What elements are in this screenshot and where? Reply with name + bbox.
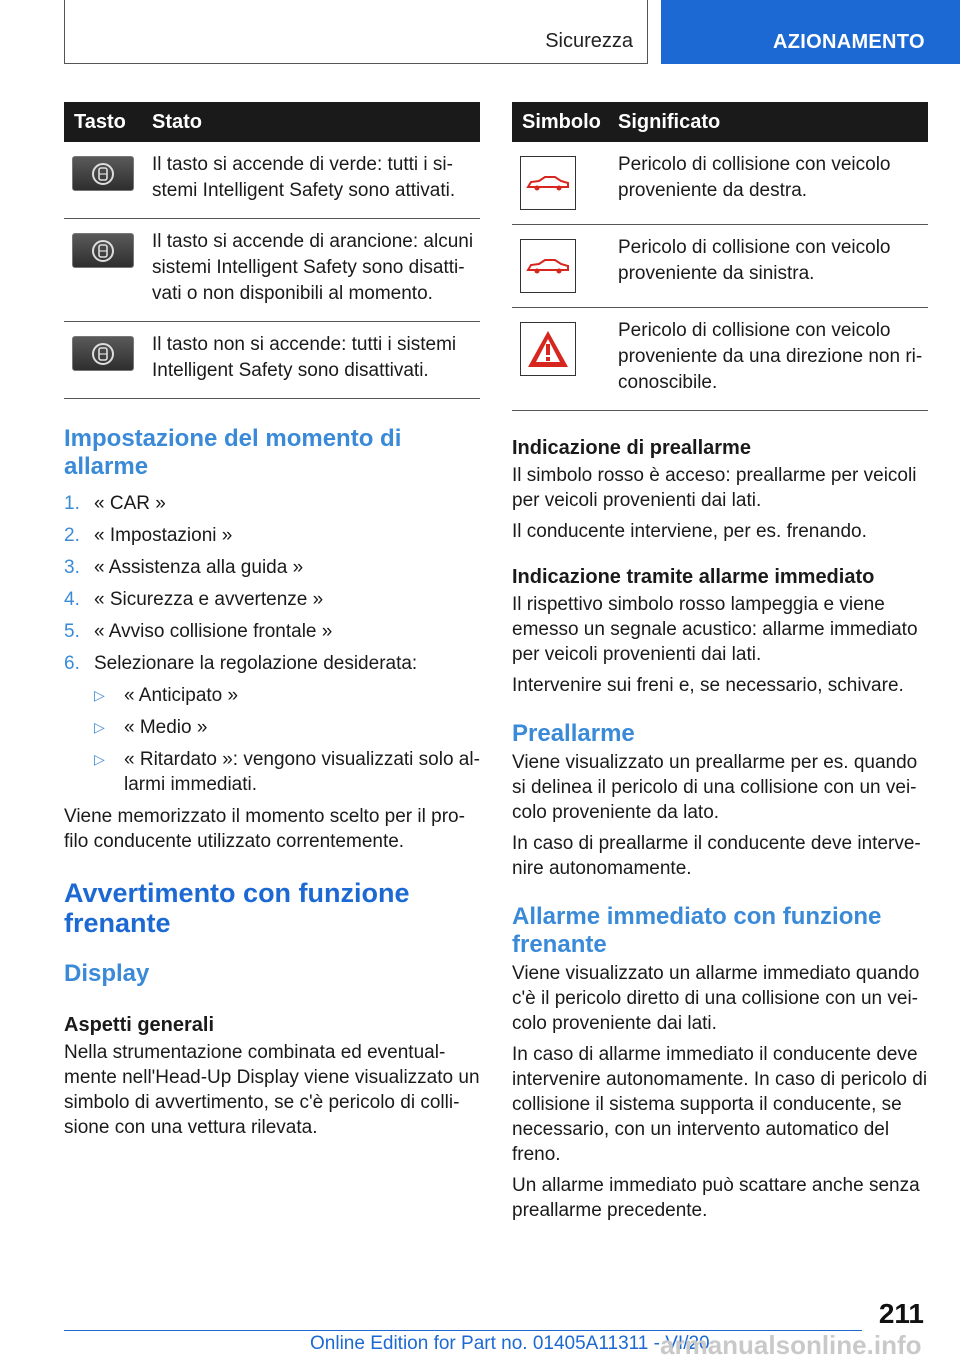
list-item: 3. « Assistenza alla guida » <box>64 557 304 578</box>
paragraph-prealarm-a: Viene visualizzato un preallarme per es. quando si delinea il pericolo di una collisione con un vei-colo proveniente da lato. <box>512 752 918 823</box>
triangle-bullet-icon: ▷ <box>94 719 105 735</box>
intelligent-safety-key-icon <box>72 233 134 268</box>
list-item: ▷ « Anticipato » <box>94 685 239 706</box>
table-header-symbol: Simbolo <box>512 102 608 142</box>
status-text: Il tasto si accende di verde: tutti i si-stemi Intelligent Safety sono attivati. <box>142 142 480 219</box>
meaning-text: Pericolo di collisione con veicolo proveniente da destra. <box>608 142 928 225</box>
paragraph-general: Nella strumentazione combinata ed eventual-mente nell'Head-Up Display viene visualizzato un simbolo di avvertimento, se c'è pericolo di colli-sione con una vettura rilevata. <box>64 1042 480 1138</box>
header-chapter-title: AZIONAMENTO <box>773 31 925 53</box>
triangle-bullet-icon: ▷ <box>94 687 105 703</box>
heading-prealarm: Preallarme <box>512 720 635 747</box>
paragraph-memo: Viene memorizzato il momento scelto per il pro-filo conducente utilizzato correntemente. <box>64 806 465 852</box>
car-collision-left-icon <box>520 239 576 293</box>
page-number: 211 <box>878 1298 924 1329</box>
heading-immediate-indication: Indicazione tramite allarme immediato <box>512 566 875 588</box>
car-collision-right-icon <box>520 156 576 210</box>
symbol-meaning-table <box>512 102 928 411</box>
list-item: 4. « Sicurezza e avvertenze » <box>64 589 324 610</box>
left-column <box>64 102 480 1140</box>
heading-display: Display <box>64 960 150 987</box>
right-column <box>512 102 928 1223</box>
table-row <box>512 308 928 411</box>
heading-warning-braking: Avvertimento con funzione frenante <box>64 878 410 938</box>
watermark: armanualsonline.info <box>660 1330 922 1360</box>
meaning-text: Pericolo di collisione con veicolo proveniente da una direzione non ri-conoscibile. <box>608 308 928 411</box>
warning-triangle-icon <box>520 322 576 376</box>
header-section-box <box>64 0 648 64</box>
table-header-meaning: Significato <box>608 102 928 142</box>
heading-prealarm-indication: Indicazione di preallarme <box>512 437 751 459</box>
table-header-key: Tasto <box>64 102 142 142</box>
triangle-bullet-icon: ▷ <box>94 751 105 767</box>
sub-steps-list <box>64 683 480 797</box>
meaning-text: Pericolo di collisione con veicolo proveniente da sinistra. <box>608 225 928 308</box>
paragraph-prealarm-2: Il conducente interviene, per es. frenando. <box>512 521 867 542</box>
table-row <box>512 142 928 225</box>
status-text: Il tasto si accende di arancione: alcuni sistemi Intelligent Safety sono disatti-vati o non disponibili al momento. <box>142 219 480 322</box>
intelligent-safety-key-icon <box>72 336 134 371</box>
key-status-table <box>64 102 480 399</box>
paragraph-immediate-b: In caso di allarme immediato il conducente deve intervenire autonomamente. In caso di pericolo di collisione il sistema supporta il conducente, se necessario, con un intervento automatico del freno. <box>512 1044 928 1165</box>
paragraph-immediate-a: Viene visualizzato un allarme immediato quando c'è il pericolo diretto di una collisione con un vei-colo proveniente dai lati. <box>512 963 920 1034</box>
intelligent-safety-key-icon <box>72 156 134 191</box>
table-row <box>64 219 480 322</box>
list-item: 1. « CAR » <box>64 493 166 514</box>
paragraph-prealarm-b: In caso di preallarme il conducente deve interve-nire autonomamente. <box>512 833 921 879</box>
list-item: 2. « Impostazioni » <box>64 525 233 546</box>
table-row <box>64 322 480 399</box>
table-header-status: Stato <box>142 102 480 142</box>
paragraph-immediate-c: Un allarme immediato può scattare anche senza preallarme precedente. <box>512 1175 920 1221</box>
paragraph-immediate-1: Il rispettivo simbolo rosso lampeggia e viene emesso un segnale acustico: allarme immediato per veicoli provenienti dai lati. <box>512 594 918 665</box>
header-section-title: Sicurezza <box>545 30 633 52</box>
status-text: Il tasto non si accende: tutti i sistemi Intelligent Safety sono disattivati. <box>142 322 480 399</box>
list-item: ▷ « Medio » <box>94 717 208 738</box>
heading-general: Aspetti generali <box>64 1014 215 1036</box>
heading-immediate-braking: Allarme immediato con funzione frenante <box>512 903 882 958</box>
list-item: 5. « Avviso collisione frontale » <box>64 621 333 642</box>
paragraph-immediate-2: Intervenire sui freni e, se necessario, schivare. <box>512 675 904 696</box>
heading-alarm-timing: Impostazione del momento di allarme <box>64 425 402 480</box>
table-row <box>512 225 928 308</box>
footer-edition: Online Edition for Part no. 01405A11311 - VI/20 <box>310 1333 710 1354</box>
paragraph-prealarm-1: Il simbolo rosso è acceso: preallarme per veicoli per veicoli provenienti dai lati. <box>512 465 917 511</box>
list-item: 6. Selezionare la regolazione desiderata: <box>64 653 418 674</box>
header-chapter-tab <box>661 0 960 64</box>
list-item: ▷ « Ritardato »: vengono visualizzati solo al-larmi immediati. <box>94 749 480 795</box>
steps-list <box>64 491 480 676</box>
table-row <box>64 142 480 219</box>
